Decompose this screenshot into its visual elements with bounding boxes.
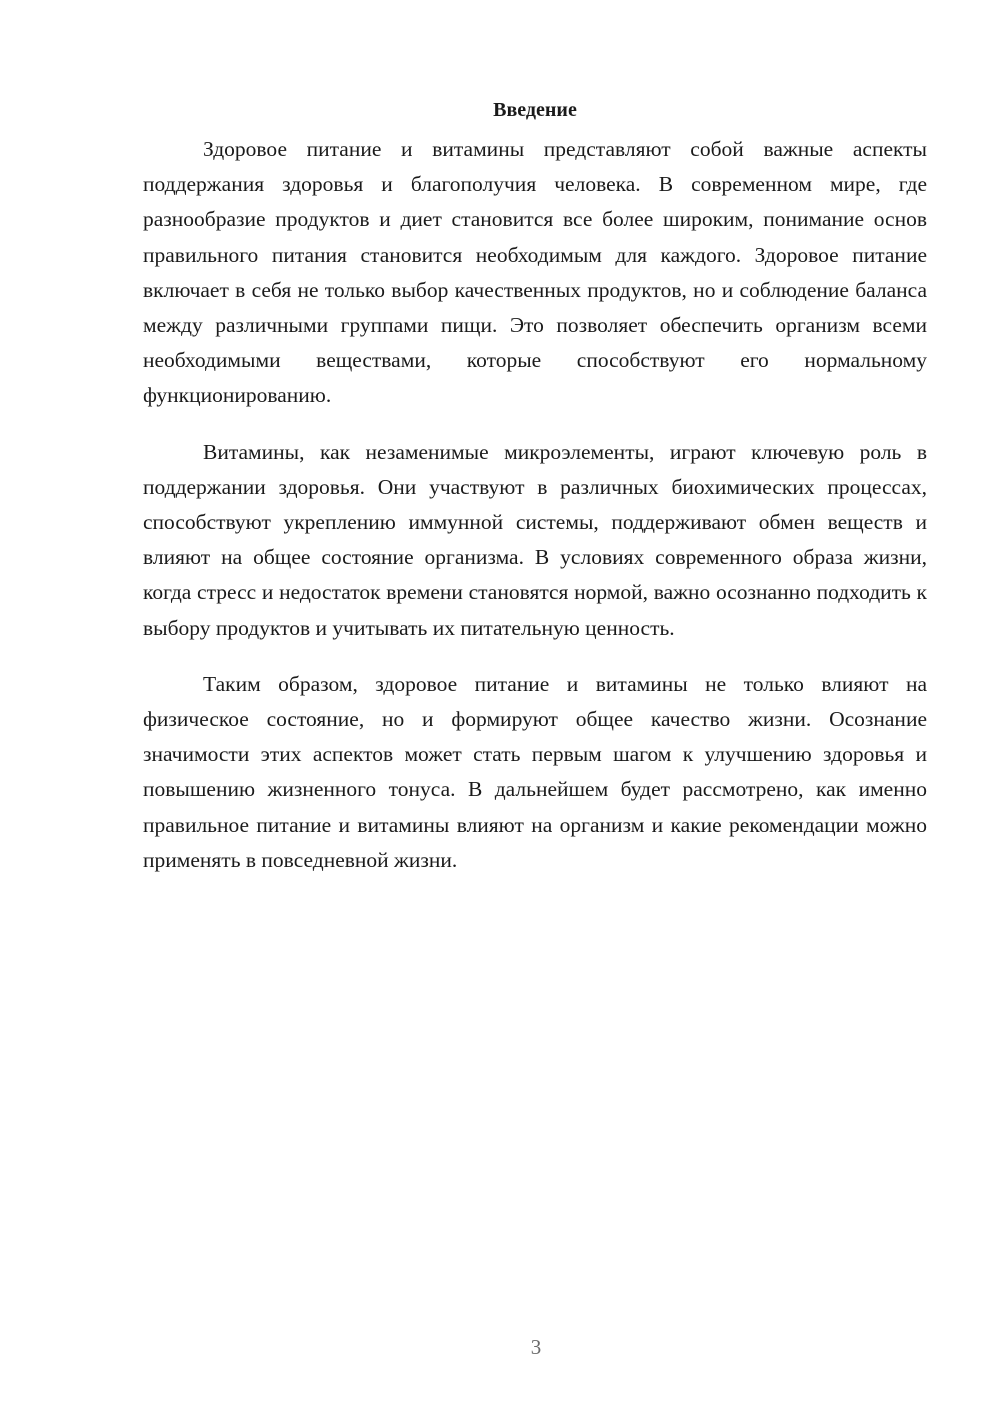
section-title: Введение [493,99,577,121]
page-content [143,96,927,899]
paragraph-2: Витамины, как незаменимые микроэлементы, играют ключевую роль в поддержании здоровья. Они участвуют в различных биохимических процессах, способствуют укреплению иммунной системы, поддерживают обмен веществ и влияют на общее состояние организма. В условиях современного образа жизни, когда стресс и недостаток времени становятся нормой, важно осознанно подходить к выбору продуктов и учитывать их питательную ценность. [143,439,927,640]
paragraph-3: Таким образом, здоровое питание и витамины не только влияют на физическое состояние, но и формируют общее качество жизни. Осознание значимости этих аспектов может стать первым шагом к улучшению здоровья и повышению жизненного тонуса. В дальнейшем будет рассмотрено, как именно правильное питание и витамины влияют на организм и какие рекомендации можно применять в повседневной жизни. [143,671,927,872]
page-number: 3 [530,1335,542,1359]
paragraph-1: Здоровое питание и витамины представляют собой важные аспекты поддержания здоровья и благополучия человека. В современном мире, где разнообразие продуктов и диет становится все более широким, понимание основ правильного питания становится необходимым для каждого. Здоровое питание включает в себя не только выбор качественных продуктов, но и соблюдение баланса между различными группами пищи. Это позволяет обеспечить организм всеми необходимыми веществами, которые способствуют его нормальному функционированию. [143,137,927,408]
